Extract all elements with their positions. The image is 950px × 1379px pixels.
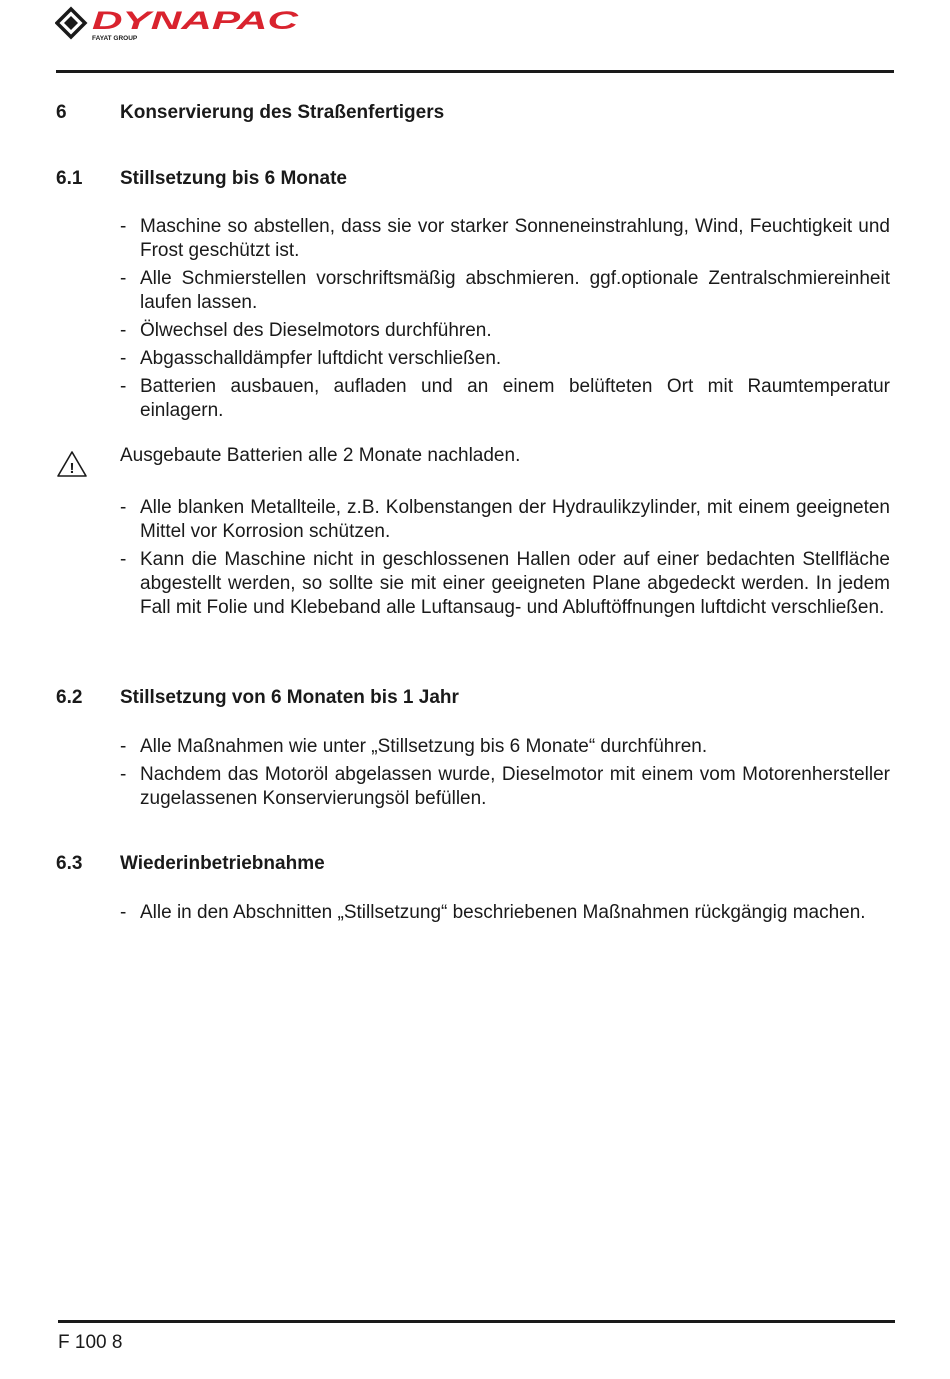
section-title: Stillsetzung bis 6 Monate bbox=[120, 168, 347, 189]
bullet-list-6-1-a bbox=[120, 215, 890, 427]
list-item bbox=[120, 319, 890, 343]
list-item-text: Alle Schmierstellen vorschriftsmäßig abschmieren. ggf.optionale Zentralschmiereinheit laufen lassen. bbox=[140, 268, 890, 313]
list-item-text: Maschine so abstellen, dass sie vor starker Sonneneinstrahlung, Wind, Feuchtigkeit und Frost geschützt ist. bbox=[140, 216, 890, 261]
page-label: F 100 8 bbox=[58, 1332, 123, 1353]
list-item bbox=[120, 496, 890, 544]
warning-triangle-icon bbox=[56, 450, 88, 478]
list-marker: - bbox=[120, 549, 127, 570]
warning-symbol: ! bbox=[69, 460, 75, 477]
list-item-text: Alle blanken Metallteile, z.B. Kolbenstangen der Hydraulikzylinder, mit einem geeigneten Mittel vor Korrosion schützen. bbox=[140, 497, 890, 542]
list-item bbox=[120, 901, 890, 925]
section-number: 6.3 bbox=[56, 853, 83, 874]
list-item-text: Abgasschalldämpfer luftdicht verschließen. bbox=[140, 348, 502, 369]
dynapac-logo bbox=[55, 6, 305, 46]
section-title: Konservierung des Straßenfertigers bbox=[120, 102, 445, 123]
logo-tagline: FAYAT GROUP bbox=[92, 35, 138, 42]
section-title: Stillsetzung von 6 Monaten bis 1 Jahr bbox=[120, 687, 459, 708]
list-item-text: Kann die Maschine nicht in geschlossenen Hallen oder auf einer bedachten Stellfläche abgestellt werden, so sollte sie mit einer geeigneten Plane abgedeckt werden. In jedem Fall mit Folie und Klebeband alle Luftansaug- und Abluftöffnungen luftdicht verschließen. bbox=[140, 549, 890, 618]
list-item bbox=[120, 375, 890, 423]
list-item-text: Alle Maßnahmen wie unter „Stillsetzung bis 6 Monate“ durchführen. bbox=[140, 736, 708, 757]
header-rule bbox=[56, 70, 894, 73]
bullet-list-6-2 bbox=[120, 735, 890, 815]
list-marker: - bbox=[120, 376, 127, 397]
logo-brand: DYNAPAC bbox=[92, 7, 300, 35]
list-marker: - bbox=[120, 320, 127, 341]
list-marker: - bbox=[120, 736, 127, 757]
list-marker: - bbox=[120, 902, 127, 923]
section-number: 6.1 bbox=[56, 168, 83, 189]
list-item bbox=[120, 267, 890, 315]
list-item-text: Nachdem das Motoröl abgelassen wurde, Dieselmotor mit einem vom Motorenhersteller zugelassenen Konservierungsöl befüllen. bbox=[140, 764, 890, 809]
list-item bbox=[120, 548, 890, 620]
list-item bbox=[120, 735, 890, 759]
list-item bbox=[120, 763, 890, 811]
list-item bbox=[120, 215, 890, 263]
list-item-text: Alle in den Abschnitten „Stillsetzung“ beschriebenen Maßnahmen rückgängig machen. bbox=[140, 902, 866, 923]
bullet-list-6-1-b bbox=[120, 496, 890, 624]
section-title: Wiederinbetriebnahme bbox=[120, 853, 325, 874]
list-item-text: Ölwechsel des Dieselmotors durchführen. bbox=[140, 320, 492, 341]
list-marker: - bbox=[120, 497, 127, 518]
list-marker: - bbox=[120, 216, 127, 237]
bullet-list-6-3 bbox=[120, 901, 890, 929]
list-item bbox=[120, 347, 890, 371]
dynapac-emblem-icon bbox=[57, 9, 85, 37]
footer-rule bbox=[58, 1320, 895, 1323]
section-number: 6.2 bbox=[56, 687, 83, 708]
list-item-text: Batterien ausbauen, aufladen und an einem belüfteten Ort mit Raumtemperatur einlagern. bbox=[140, 376, 890, 421]
list-marker: - bbox=[120, 348, 127, 369]
warning-note: Ausgebaute Batterien alle 2 Monate nachladen. bbox=[120, 445, 521, 466]
list-marker: - bbox=[120, 268, 127, 289]
list-marker: - bbox=[120, 764, 127, 785]
section-number: 6 bbox=[56, 102, 67, 123]
